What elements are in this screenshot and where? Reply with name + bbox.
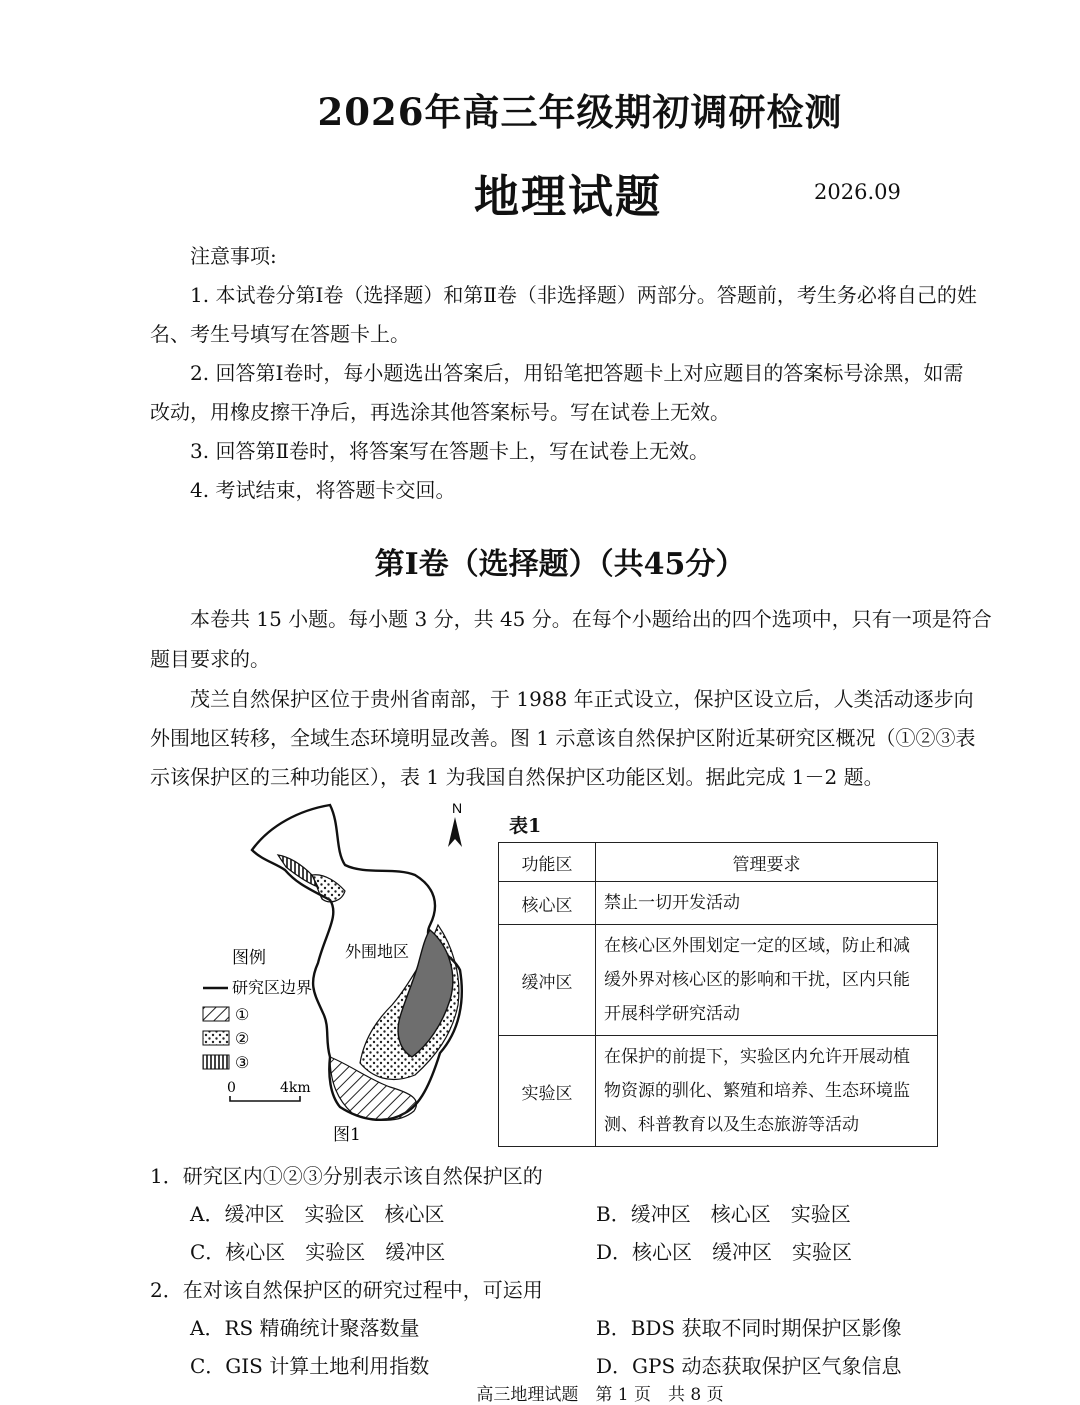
note-1-line-2: 名、考生号填写在答题卡上。 bbox=[150, 322, 410, 346]
note-4: 4. 考试结束，将答题卡交回。 bbox=[190, 478, 456, 502]
page-footer: 高三地理试题 第 1 页 共 8 页 bbox=[476, 1385, 724, 1405]
question-1-option-b: B．缓冲区 核心区 实验区 bbox=[596, 1202, 851, 1226]
zone-table bbox=[498, 842, 938, 1147]
subject-title: 地理试题 bbox=[474, 170, 663, 223]
note-1-line-1: 1. 本试卷分第Ⅰ卷（选择题）和第Ⅱ卷（非选择题）两部分。答题前，考生务必将自己的姓 bbox=[190, 283, 977, 307]
question-2-option-c: C．GIS 计算土地利用指数 bbox=[190, 1354, 430, 1378]
zone-name: 实验区 bbox=[499, 1036, 596, 1147]
legend-swatch-1 bbox=[203, 1007, 229, 1021]
exam-date: 2026.09 bbox=[814, 180, 901, 204]
legend-label-2: ② bbox=[235, 1029, 250, 1048]
zone-requirement: 在核心区外围划定一定的区域，防止和减 缓外界对核心区的影响和干扰，区内只能 开展科学研究活动 bbox=[596, 925, 938, 1036]
table-row bbox=[499, 925, 938, 1036]
legend-swatch-2 bbox=[203, 1031, 229, 1045]
scale-zero: 0 bbox=[227, 1080, 236, 1096]
legend-label-3: ③ bbox=[235, 1053, 250, 1072]
table-header-requirement: 管理要求 bbox=[596, 843, 938, 882]
question-2-option-a: A．RS 精确统计聚落数量 bbox=[190, 1316, 420, 1340]
table-row bbox=[499, 1036, 938, 1147]
scale-distance: 4km bbox=[280, 1080, 311, 1096]
outer-area-label: 外围地区 bbox=[345, 942, 410, 961]
section-intro-line-1: 本卷共 15 小题。每小题 3 分，共 45 分。在每个小题给出的四个选项中，只有一项是符合 bbox=[190, 607, 992, 631]
question-2-option-b: B．BDS 获取不同时期保护区影像 bbox=[596, 1316, 902, 1340]
note-2-line-2: 改动，用橡皮擦干净后，再选涂其他答案标号。写在试卷上无效。 bbox=[150, 400, 730, 424]
table-caption: 表1 bbox=[509, 815, 542, 837]
passage-line-2: 外围地区转移，全域生态环境明显改善。图 1 示意该自然保护区附近某研究区概况（①②③表 bbox=[150, 726, 976, 750]
zone-requirement: 禁止一切开发活动 bbox=[596, 882, 938, 925]
figure-caption: 图1 bbox=[333, 1125, 361, 1145]
table-header-row bbox=[499, 843, 938, 882]
legend-label-1: ① bbox=[235, 1005, 250, 1024]
legend-boundary-label: 研究区边界 bbox=[232, 978, 313, 997]
question-1-option-a: A．缓冲区 实验区 核心区 bbox=[190, 1202, 445, 1226]
question-1-option-c: C．核心区 实验区 缓冲区 bbox=[190, 1240, 446, 1264]
table-header-zone: 功能区 bbox=[499, 843, 596, 882]
scale-bar bbox=[230, 1096, 300, 1101]
zone-name: 缓冲区 bbox=[499, 925, 596, 1036]
north-label: N bbox=[452, 800, 463, 816]
question-1-option-d: D．核心区 缓冲区 实验区 bbox=[596, 1240, 853, 1264]
section-intro-line-2: 题目要求的。 bbox=[150, 647, 270, 671]
legend-swatch-3 bbox=[203, 1055, 229, 1069]
north-arrow-icon bbox=[448, 817, 462, 847]
passage-line-3: 示该保护区的三种功能区），表 1 为我国自然保护区功能区划。据此完成 1－2 题。 bbox=[150, 765, 884, 789]
zone-name: 核心区 bbox=[499, 882, 596, 925]
passage-line-1: 茂兰自然保护区位于贵州省南部，于 1988 年正式设立，保护区设立后，人类活动逐步向 bbox=[190, 687, 974, 711]
note-3: 3. 回答第Ⅱ卷时，将答案写在答题卡上，写在试卷上无效。 bbox=[190, 439, 710, 463]
question-2-stem: 2．在对该自然保护区的研究过程中，可运用 bbox=[150, 1278, 543, 1302]
legend-title: 图例 bbox=[232, 948, 266, 968]
notes-heading: 注意事项: bbox=[190, 244, 277, 268]
exam-title: 2026年高三年级期初调研检测 bbox=[317, 90, 843, 134]
section-title: 第Ⅰ卷（选择题）（共45分） bbox=[374, 547, 746, 582]
zone-2-top bbox=[312, 875, 345, 902]
figure-1-map bbox=[190, 795, 490, 1150]
table-row bbox=[499, 882, 938, 925]
question-2-option-d: D．GPS 动态获取保护区气象信息 bbox=[596, 1354, 902, 1378]
note-2-line-1: 2. 回答第Ⅰ卷时，每小题选出答案后，用铅笔把答题卡上对应题目的答案标号涂黑，如需 bbox=[190, 361, 964, 385]
zone-requirement: 在保护的前提下，实验区内允许开展动植 物资源的驯化、繁殖和培养、生态环境监 测、科普教育以及生态旅游等活动 bbox=[596, 1036, 938, 1147]
question-1-stem: 1．研究区内①②③分别表示该自然保护区的 bbox=[150, 1164, 543, 1188]
